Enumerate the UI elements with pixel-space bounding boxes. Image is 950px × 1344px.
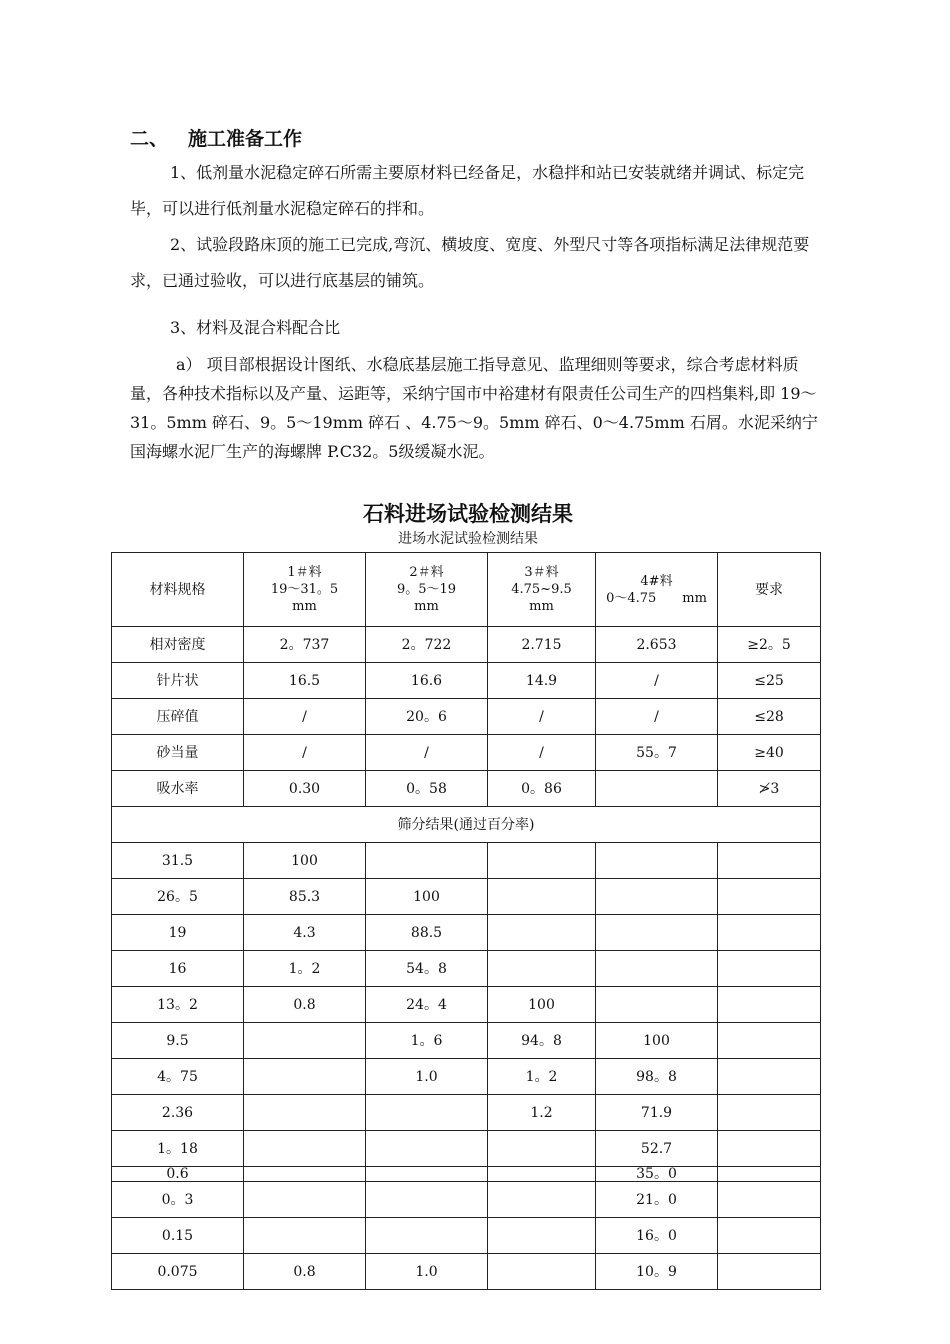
table-cell: 砂当量 — [112, 735, 244, 771]
table-cell: 100 — [488, 987, 596, 1023]
table-header-row — [112, 553, 821, 627]
table-cell: 19 — [112, 915, 244, 951]
table-cell: / — [366, 735, 488, 771]
table-title: 石料进场试验检测结果 — [363, 502, 573, 526]
table-cell: 2.36 — [112, 1095, 244, 1131]
sieve-row — [112, 915, 821, 951]
sieve-row — [112, 1023, 821, 1059]
table-cell — [488, 1131, 596, 1167]
table-cell: 24。4 — [366, 987, 488, 1023]
table-cell: / — [596, 699, 718, 735]
table-cell: / — [488, 699, 596, 735]
header-cell — [244, 553, 366, 627]
table-cell — [718, 1167, 821, 1182]
table-cell: 100 — [596, 1023, 718, 1059]
header-cell — [488, 553, 596, 627]
table-cell — [488, 951, 596, 987]
table-subtitle: 进场水泥试验检测结果 — [398, 531, 538, 547]
table-cell — [244, 1182, 366, 1218]
table-cell — [244, 1059, 366, 1095]
table-cell — [596, 879, 718, 915]
table-cell: 1.0 — [366, 1059, 488, 1095]
table-cell: 100 — [366, 879, 488, 915]
table-cell: ≤25 — [718, 663, 821, 699]
table-cell — [366, 1131, 488, 1167]
table-cell: 2。737 — [244, 627, 366, 663]
sieve-row — [112, 1218, 821, 1254]
table-cell — [244, 1023, 366, 1059]
table-cell — [718, 951, 821, 987]
header-line: 1＃料 — [287, 565, 322, 580]
table-cell: 4.3 — [244, 915, 366, 951]
header-line: 2＃料 — [409, 565, 444, 580]
table-cell: 0.8 — [244, 1254, 366, 1290]
table-cell: / — [488, 735, 596, 771]
table-cell — [244, 1167, 366, 1182]
header-line: 3＃料 — [524, 565, 559, 580]
table-cell: 21。0 — [596, 1182, 718, 1218]
sieve-row — [112, 1182, 821, 1218]
table-cell: 9.5 — [112, 1023, 244, 1059]
sieve-row — [112, 879, 821, 915]
section-heading — [130, 124, 302, 151]
table-cell — [718, 915, 821, 951]
table-cell — [718, 1059, 821, 1095]
table-cell — [488, 915, 596, 951]
table-cell — [488, 843, 596, 879]
table-cell: 相对密度 — [112, 627, 244, 663]
table-cell — [718, 1095, 821, 1131]
table-cell: 0。86 — [488, 771, 596, 807]
table-cell — [718, 1131, 821, 1167]
table-cell — [366, 1218, 488, 1254]
table-cell: ≥2。5 — [718, 627, 821, 663]
header-line: 0～4.75 mm — [606, 590, 707, 606]
sieve-title-row — [112, 807, 821, 843]
table-cell: 0。3 — [112, 1182, 244, 1218]
table-cell: 16.6 — [366, 663, 488, 699]
aggregate-test-table — [111, 552, 821, 1290]
table-row — [112, 735, 821, 771]
table-cell: 26。5 — [112, 879, 244, 915]
table-cell: 0.8 — [244, 987, 366, 1023]
table-cell: 压碎值 — [112, 699, 244, 735]
table-cell: 1.0 — [366, 1254, 488, 1290]
table-row — [112, 663, 821, 699]
table-cell — [366, 1182, 488, 1218]
table-cell: 85.3 — [244, 879, 366, 915]
table-cell: / — [596, 663, 718, 699]
header-line: 9。5～19 — [396, 582, 457, 597]
table-cell — [488, 1254, 596, 1290]
table-cell: 16。0 — [596, 1218, 718, 1254]
table-cell: 吸水率 — [112, 771, 244, 807]
sieve-title: 筛分结果(通过百分率) — [112, 807, 821, 843]
table-cell: 16 — [112, 951, 244, 987]
paragraph-2: 2、试验段路床顶的施工已完成,弯沉、横坡度、宽度、外型尺寸等各项指标满足法律规范要求，已通过验收，可以进行底基层的铺筑。 — [130, 235, 810, 290]
table-cell: 0。58 — [366, 771, 488, 807]
sieve-row — [112, 1131, 821, 1167]
table-cell — [718, 987, 821, 1023]
header-cell: 要求 — [718, 553, 821, 627]
table-cell — [718, 1023, 821, 1059]
sieve-row — [112, 1095, 821, 1131]
table-cell: 0.30 — [244, 771, 366, 807]
table-cell — [596, 843, 718, 879]
table-cell: 1。2 — [244, 951, 366, 987]
sieve-row — [112, 1167, 821, 1182]
table-cell: 2.715 — [488, 627, 596, 663]
header-line: mm — [414, 599, 439, 614]
sieve-row — [112, 1254, 821, 1290]
table-cell — [718, 1182, 821, 1218]
table-row — [112, 771, 821, 807]
table-cell: ≯3 — [718, 771, 821, 807]
table-cell: 0.6 — [112, 1167, 244, 1182]
table-cell — [718, 1218, 821, 1254]
table-cell: 1。6 — [366, 1023, 488, 1059]
section-title: 施工准备工作 — [188, 128, 303, 150]
table-row — [112, 699, 821, 735]
table-cell — [718, 843, 821, 879]
table-cell: 54。8 — [366, 951, 488, 987]
table-cell: 14.9 — [488, 663, 596, 699]
table-cell — [488, 1167, 596, 1182]
paragraph-1: 1、低剂量水泥稳定碎石所需主要原材料已经备足，水稳拌和站已安装就绪并调试、标定完毕，可以进行低剂量水泥稳定碎石的拌和。 — [130, 163, 805, 218]
table-cell: 31.5 — [112, 843, 244, 879]
table-cell — [488, 1182, 596, 1218]
table-cell — [596, 915, 718, 951]
table-cell — [718, 1254, 821, 1290]
table-cell: ≥40 — [718, 735, 821, 771]
header-line: mm — [292, 599, 317, 614]
table-cell: 35。0 — [596, 1167, 718, 1182]
table-cell — [488, 1218, 596, 1254]
paragraph-3: 3、材料及混合料配合比 — [170, 318, 341, 337]
table-cell: 1。2 — [488, 1059, 596, 1095]
table-cell: ≤28 — [718, 699, 821, 735]
table-cell — [244, 1095, 366, 1131]
section-number: 二、 — [130, 128, 169, 150]
table-cell — [244, 1218, 366, 1254]
table-cell: / — [244, 699, 366, 735]
table-cell: / — [244, 735, 366, 771]
table-cell — [596, 951, 718, 987]
table-cell: 13。2 — [112, 987, 244, 1023]
table-cell — [488, 879, 596, 915]
table-cell — [244, 1131, 366, 1167]
header-cell — [366, 553, 488, 627]
table-cell: 10。9 — [596, 1254, 718, 1290]
table-cell: 0.075 — [112, 1254, 244, 1290]
header-line: 4#料 — [640, 573, 673, 589]
table-cell: 0.15 — [112, 1218, 244, 1254]
table-cell: 2.653 — [596, 627, 718, 663]
table-cell: 20。6 — [366, 699, 488, 735]
table-cell — [596, 987, 718, 1023]
header-line: 19～31。5 — [270, 582, 339, 597]
table-cell — [366, 1167, 488, 1182]
table-cell: 100 — [244, 843, 366, 879]
table-cell: 针片状 — [112, 663, 244, 699]
table-cell: 16.5 — [244, 663, 366, 699]
header-cell: 材料规格 — [112, 553, 244, 627]
table-cell: 1。18 — [112, 1131, 244, 1167]
paragraph-4: a） 项目部根据设计图纸、水稳底基层施工指导意见、监理细则等要求，综合考虑材料质量，各种技术指标以及产量、运距等，采纳宁国市中裕建材有限责任公司生产的四档集料,即 19～31。5mm 碎石、9。5～19mm 碎石 、4.75～9。5mm 碎石、0～4.75mm 石屑。水泥采纳宁国海螺水泥厂生产的海螺牌 P.C32。5级缓凝水泥。 — [130, 355, 818, 461]
table-cell: 88.5 — [366, 915, 488, 951]
table-cell: 71.9 — [596, 1095, 718, 1131]
sieve-row — [112, 843, 821, 879]
table-cell: 2。722 — [366, 627, 488, 663]
table-cell: 55。7 — [596, 735, 718, 771]
table-cell: 98。8 — [596, 1059, 718, 1095]
table-cell: 1.2 — [488, 1095, 596, 1131]
table-cell: 52.7 — [596, 1131, 718, 1167]
header-line: 4.75~9.5 — [511, 582, 572, 597]
table-cell — [366, 1095, 488, 1131]
header-line: mm — [529, 599, 554, 614]
table-cell — [366, 843, 488, 879]
sieve-row — [112, 1059, 821, 1095]
table-cell: 94。8 — [488, 1023, 596, 1059]
table-cell: 4。75 — [112, 1059, 244, 1095]
sieve-row — [112, 951, 821, 987]
table-cell — [718, 879, 821, 915]
header-cell — [596, 553, 718, 627]
sieve-row — [112, 987, 821, 1023]
table-cell — [596, 771, 718, 807]
table-row — [112, 627, 821, 663]
